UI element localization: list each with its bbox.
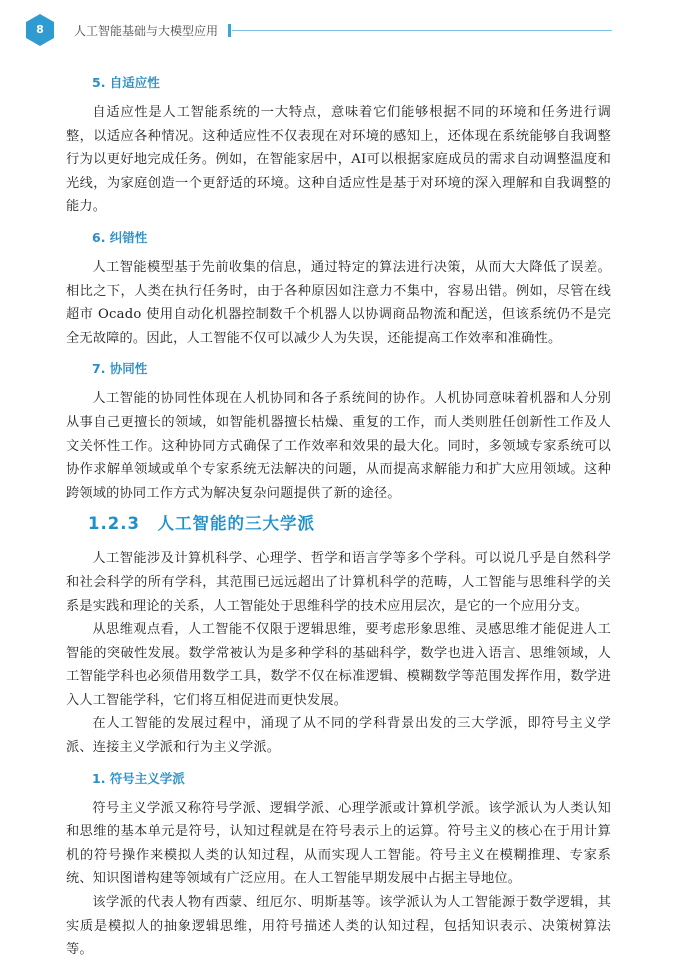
paragraph: 在人工智能的发展过程中，涌现了从不同的学科背景出发的三大学派，即符号主义学派、连接主义学派和行为主义学派。 [66, 716, 611, 756]
page-number: 8 [36, 23, 44, 36]
subheading-symbolism: 1. 符号主义学派 [92, 770, 185, 786]
paragraph: 该学派的代表人物有西蒙、纽厄尔、明斯基等。该学派认为人工智能源于数学逻辑，其实质是模拟人的抽象逻辑思维，用符号描述人类的认知过程，包括知识表示、决策树算法等。 [66, 895, 611, 958]
paragraph: 从思维观点看，人工智能不仅限于逻辑思维，要考虑形象思维、灵感思维才能促进人工智能的突破性发展。数学常被认为是多种学科的基础科学，数学也进入语言、思维领域，人工智能学科也必须借用数学工具，数学不仅在标准逻辑、模糊数学等范围发挥作用，数学进入人工智能学科，它们将互相促进而更快发展。 [66, 622, 611, 708]
section-heading-three-schools: 1.2.3 人工智能的三大学派 [88, 514, 315, 534]
paragraph: 人工智能涉及计算机科学、心理学、哲学和语言学等多个学科。可以说几乎是自然科学和社会科学的所有学科，其范围已远远超出了计算机科学的范畴，人工智能与思维科学的关系是实践和理论的关系，人工智能处于思维科学的技术应用层次，是它的一个应用分支。 [66, 551, 611, 614]
header-rule [232, 30, 612, 31]
subheading-collaboration: 7. 协同性 [92, 361, 148, 377]
header-divider [228, 24, 231, 37]
paragraph: 人工智能模型基于先前收集的信息，通过特定的算法进行决策，从而大大降低了误差。相比之下，人类在执行任务时，由于各种原因如注意力不集中，容易出错。例如，尽管在线超市 Ocado 使用自动化机器控制数千个机器人以协调商品物流和配送，但该系统仍不是完全无故障的。因此，人工智能不仅可以减少人为失误，还能提高工作效率和准确性。 [66, 259, 611, 346]
paragraph: 人工智能的协同性体现在人机协同和各子系统间的协作。人机协同意味着机器和人分别从事自己更擅长的领域，如智能机器擅长枯燥、重复的工作，而人类则胜任创新性工作及人文关怀性工作。这种协同方式确保了工作效率和效果的最大化。同时，多领域专家系统可以协作求解单领域或单个专家系统无法解决的问题，从而提高求解能力和扩大应用领域。这种跨领域的协同工作方式为解决复杂问题提供了新的途径。 [66, 391, 611, 501]
paragraph: 自适应性是人工智能系统的一大特点，意味着它们能够根据不同的环境和任务进行调整，以适应各种情况。这种适应性不仅表现在对环境的感知上，还体现在系统能够自我调整行为以更好地完成任务。例如，在智能家居中，AI可以根据家庭成员的需求自动调整温度和光线，为家庭创造一个更舒适的环境。这种自适应性是基于对环境的深入理解和自我调整的能力。 [66, 105, 611, 215]
running-title: 人工智能基础与大模型应用 [74, 24, 219, 38]
subheading-error-correction: 6. 纠错性 [92, 229, 148, 245]
subheading-adaptivity: 5. 自适应性 [92, 75, 160, 90]
page-header [0, 0, 676, 62]
page-body [66, 74, 611, 962]
paragraph: 符号主义学派又称符号学派、逻辑学派、心理学派或计算机学派。该学派认为人类认知和思维的基本单元是符号，认知过程就是在符号表示上的运算。符号主义的核心在于用计算机的符号操作来模拟人类的认知过程，从而实现人工智能。符号主义在模糊推理、专家系统、知识图谱构建等领域有广泛应用。在人工智能早期发展中占据主导地位。 [66, 800, 611, 887]
